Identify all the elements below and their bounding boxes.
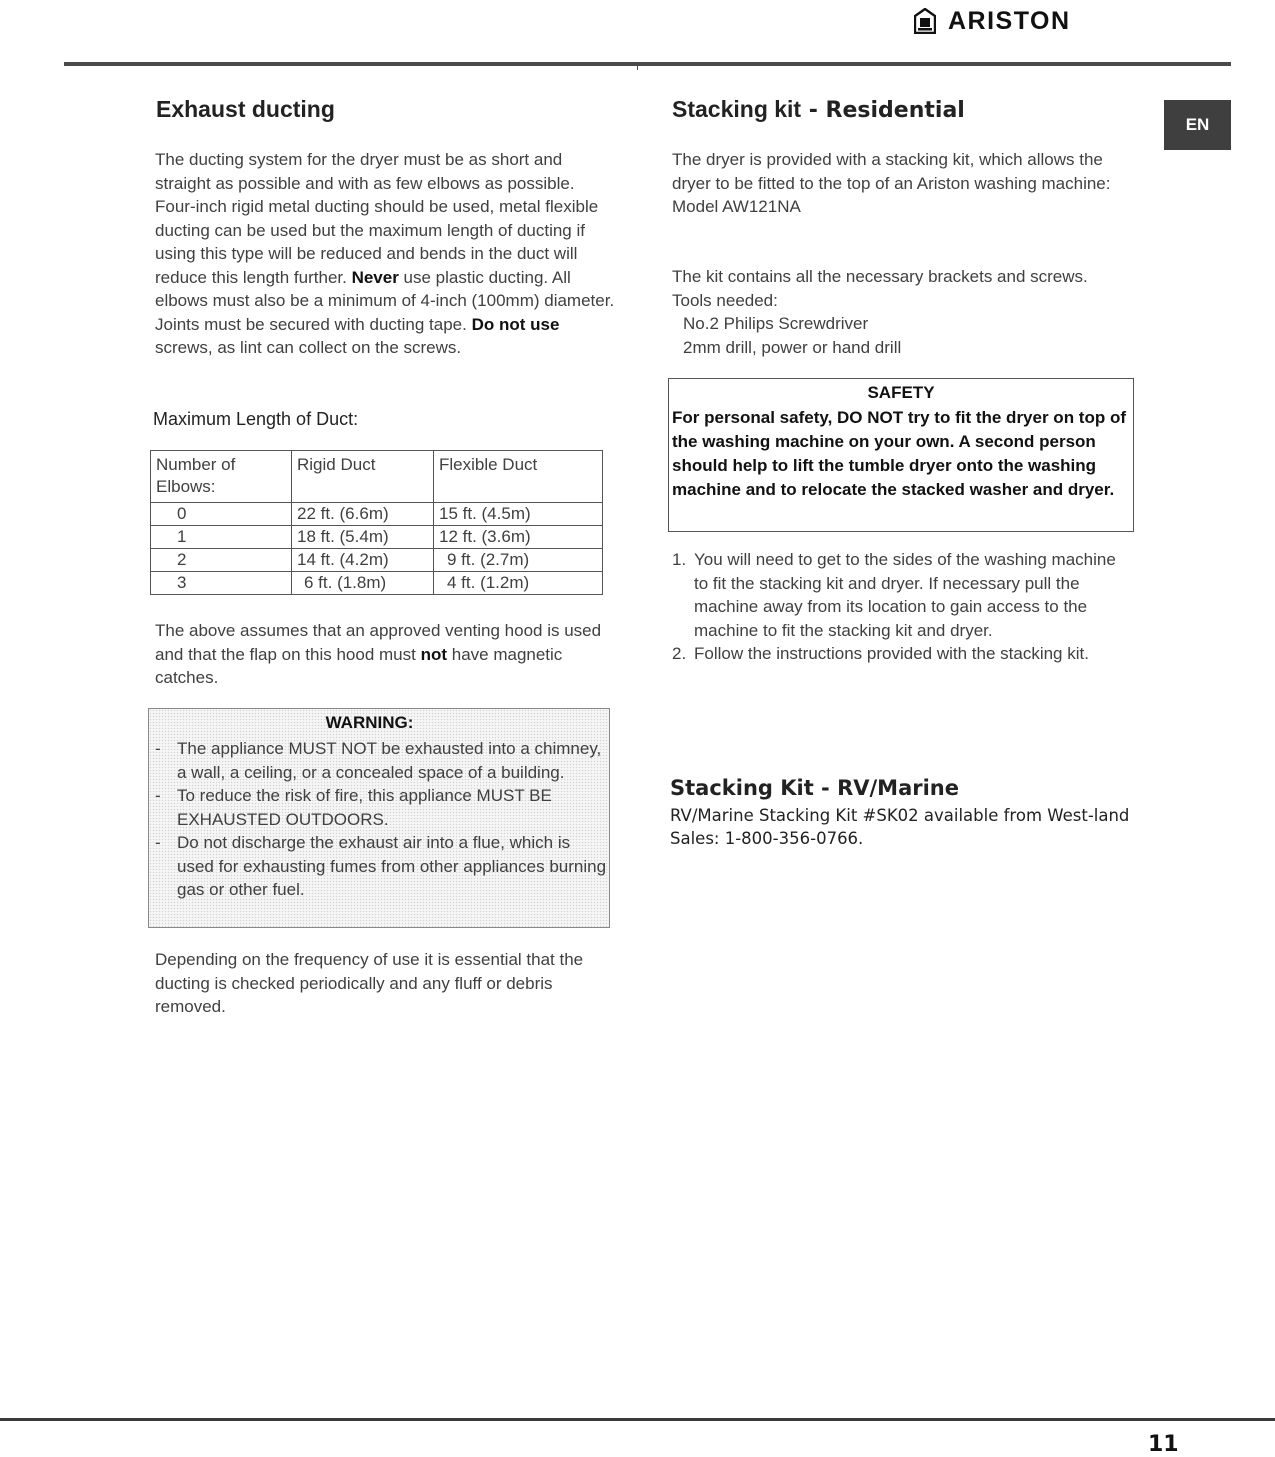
list-item: 2. Follow the instructions provided with the stacking kit. xyxy=(672,644,1089,663)
section-title-rv-marine: Stacking Kit - RV/Marine xyxy=(670,776,959,800)
stacking-steps xyxy=(672,548,1134,666)
header-rule xyxy=(64,62,1231,66)
max-length-label: Maximum Length of Duct: xyxy=(153,409,359,429)
safety-text: For personal safety, DO NOT try to fit the dryer on top of the washing machine on your own. A second person should help to lift the tumble dryer onto the washing machine and to relocate the stacked washer and dryer. xyxy=(672,408,1126,499)
ariston-house-logo-icon xyxy=(914,8,936,34)
rv-marine-paragraph: RV/Marine Stacking Kit #SK02 available from West-land Sales: 1-800-356-0766. xyxy=(670,806,1130,848)
flexible-cell: 12 ft. (3.6m) xyxy=(434,526,603,549)
rigid-cell: 14 ft. (4.2m) xyxy=(292,549,434,572)
flexible-cell: 4 ft. (1.2m) xyxy=(434,572,603,595)
table-row xyxy=(151,503,603,526)
table-header-row xyxy=(151,451,603,503)
rigid-cell: 22 ft. (6.6m) xyxy=(292,503,434,526)
flexible-cell: 9 ft. (2.7m) xyxy=(434,549,603,572)
brand-name: ARISTON xyxy=(948,6,1071,35)
stacking-intro-paragraph: The dryer is provided with a stacking kit, which allows the dryer to be fitted to the top of an Ariston washing machine: Model AW121NA xyxy=(672,148,1142,219)
flexible-cell: 15 ft. (4.5m) xyxy=(434,503,603,526)
elbows-cell: 1 xyxy=(151,526,292,549)
exhaust-intro-paragraph: The ducting system for the dryer must be as short and straight as possible and with as few elbows as possible. Four-inch rigid metal ducting should be used, metal flexible ducting can be used but the maximum length of ducting if using this type will be reduced and bends in the duct will reduce this length further. Never use plastic ducting. All elbows must also be a minimum of 4-inch (100mm) diameter. Joints must be secured with ducting tape. Do not use screws, as lint can collect on the screws. xyxy=(155,150,615,357)
warning-list xyxy=(155,737,611,902)
duct-length-table xyxy=(150,450,603,595)
model-number: Model AW121NA xyxy=(672,197,801,216)
footer-rule xyxy=(0,1418,1275,1421)
elbows-cell: 2 xyxy=(151,549,292,572)
list-item: - The appliance MUST NOT be exhausted into a chimney, a wall, a ceiling, or a concealed space of a building. xyxy=(155,739,602,782)
brand-header xyxy=(914,4,1071,38)
safety-title: SAFETY xyxy=(867,383,935,402)
table-row xyxy=(151,549,603,572)
warning-title: WARNING: xyxy=(325,713,414,732)
column-header-rigid: Rigid Duct xyxy=(292,451,434,503)
rigid-cell: 18 ft. (5.4m) xyxy=(292,526,434,549)
list-item: - Do not discharge the exhaust air into a flue, which is used for exhausting fumes from other appliances burning gas or other fuel. xyxy=(155,833,607,899)
header-rule-tick xyxy=(637,62,638,70)
list-item: 1. You will need to get to the sides of the washing machine to fit the stacking kit and dryer. If necessary pull the machine away from its location to gain access to the machine to fit the stacking kit and dryer. xyxy=(672,550,1116,640)
list-item: - To reduce the risk of fire, this appliance MUST BE EXHAUSTED OUTDOORS. xyxy=(155,786,552,829)
table-row xyxy=(151,526,603,549)
list-item: 2mm drill, power or hand drill xyxy=(683,337,902,357)
table-row xyxy=(151,572,603,595)
section-title-exhaust: Exhaust ducting xyxy=(156,96,335,122)
stacking-kit-contents: The kit contains all the necessary brackets and screws. Tools needed: No.2 Philips Screwdriver 2mm drill, power or hand drill xyxy=(672,265,1142,359)
maintenance-paragraph: Depending on the frequency of use it is essential that the ducting is checked periodically and any fluff or debris removed. xyxy=(155,950,584,1016)
venting-hood-paragraph: The above assumes that an approved venting hood is used and that the flap on this hood must not have magnetic catches. xyxy=(155,621,602,687)
language-tab[interactable]: EN xyxy=(1164,100,1231,150)
column-header-elbows: Number of Elbows: xyxy=(151,451,292,503)
elbows-cell: 3 xyxy=(151,572,292,595)
column-header-flexible: Flexible Duct xyxy=(434,451,603,503)
elbows-cell: 0 xyxy=(151,503,292,526)
rigid-cell: 6 ft. (1.8m) xyxy=(292,572,434,595)
section-title-stacking: Stacking kit - Residential xyxy=(672,96,965,123)
list-item: No.2 Philips Screwdriver xyxy=(683,314,869,333)
page-number: 11 xyxy=(1148,1432,1179,1457)
